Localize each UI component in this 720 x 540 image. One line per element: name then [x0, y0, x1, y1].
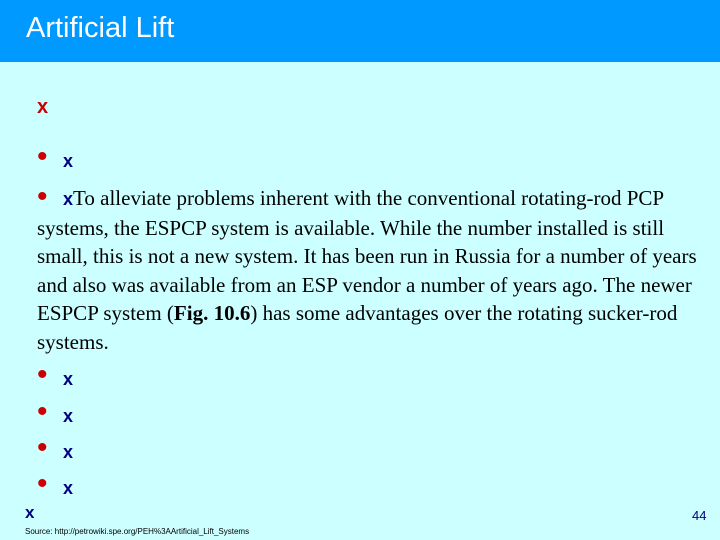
bullet-item-2: x — [63, 369, 74, 389]
slide-title: Artificial Lift — [26, 12, 175, 44]
bullet-dot-icon: • — [37, 180, 48, 213]
footer-marker: x — [25, 503, 35, 522]
bullet-dot-icon: • — [37, 140, 48, 173]
paragraph-lead-marker: x — [63, 189, 74, 209]
bullet-item-1: x — [63, 151, 74, 171]
paragraph-text: To alleviate problems inherent with the conventional rotating-rod PCP systems, the ESPCP system is available. While the number installed is still small, this is not a new system. It has been run in Russia for a number of years and also was available from an ESP vendor a number of years ago. The newer ESPCP system ( — [37, 186, 697, 325]
source-citation: Source: http://petrowiki.spe.org/PEH%3AArtificial_Lift_Systems — [25, 527, 250, 536]
bullet-item-4: x — [63, 442, 74, 462]
bullet-dot-icon: • — [37, 358, 48, 391]
top-marker: x — [37, 96, 49, 118]
paragraph-text-end: ) has some advantages over the rotating sucker-rod systems. — [37, 301, 678, 354]
bullet-dot-icon: • — [37, 395, 48, 428]
bullet-dot-icon: • — [37, 467, 48, 500]
figure-reference: Fig. 10.6 — [173, 301, 251, 325]
body-paragraph — [37, 180, 712, 356]
bullet-item-5: x — [63, 478, 74, 498]
page-number: 44 — [692, 508, 707, 523]
bullet-item-3: x — [63, 406, 74, 426]
title-bar — [0, 0, 720, 62]
bullet-dot-icon: • — [37, 431, 48, 464]
